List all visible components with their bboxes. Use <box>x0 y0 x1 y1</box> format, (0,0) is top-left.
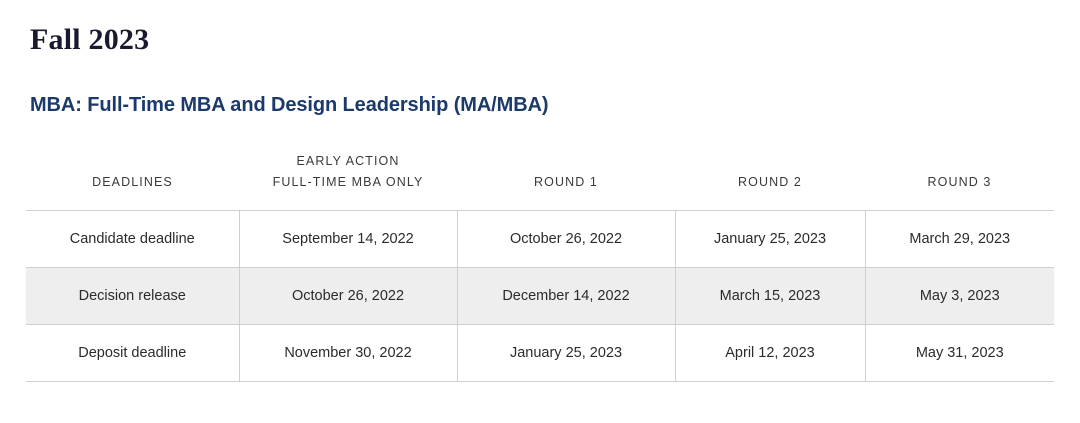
column-header-line: ROUND 2 <box>738 174 802 189</box>
deadlines-table <box>26 147 1054 382</box>
column-header-deadlines <box>26 147 239 211</box>
table-cell: May 31, 2023 <box>865 325 1054 382</box>
table-cell: January 25, 2023 <box>675 211 865 268</box>
column-header-round-3 <box>865 147 1054 211</box>
column-header-round-1 <box>457 147 675 211</box>
row-label: Deposit deadline <box>26 325 239 382</box>
column-header-early-action <box>239 147 457 211</box>
column-header-line: ROUND 1 <box>534 174 598 189</box>
column-header-line: EARLY ACTION <box>296 154 400 168</box>
table-cell: November 30, 2022 <box>239 325 457 382</box>
column-header-round-2 <box>675 147 865 211</box>
program-title: MBA: Full-Time MBA and Design Leadership (MA/MBA) <box>30 94 549 116</box>
table-row <box>26 268 1054 325</box>
table-cell: March 29, 2023 <box>865 211 1054 268</box>
table-body <box>26 211 1054 382</box>
table-cell: December 14, 2022 <box>457 268 675 325</box>
column-header-subline: FULL-TIME MBA ONLY <box>272 174 424 189</box>
table-cell: April 12, 2023 <box>675 325 865 382</box>
table-header-row <box>26 147 1054 211</box>
table-cell: October 26, 2022 <box>239 268 457 325</box>
table-cell: September 14, 2022 <box>239 211 457 268</box>
table-cell: March 15, 2023 <box>675 268 865 325</box>
table-cell: May 3, 2023 <box>865 268 1054 325</box>
table-header <box>26 147 1054 211</box>
table-cell: January 25, 2023 <box>457 325 675 382</box>
column-header-line: ROUND 3 <box>927 174 992 189</box>
table-row <box>26 211 1054 268</box>
row-label: Decision release <box>26 268 239 325</box>
table-row <box>26 325 1054 382</box>
page-title: Fall 2023 <box>30 23 150 56</box>
column-header-line: DEADLINES <box>92 174 173 189</box>
table-cell: October 26, 2022 <box>457 211 675 268</box>
row-label: Candidate deadline <box>26 211 239 268</box>
